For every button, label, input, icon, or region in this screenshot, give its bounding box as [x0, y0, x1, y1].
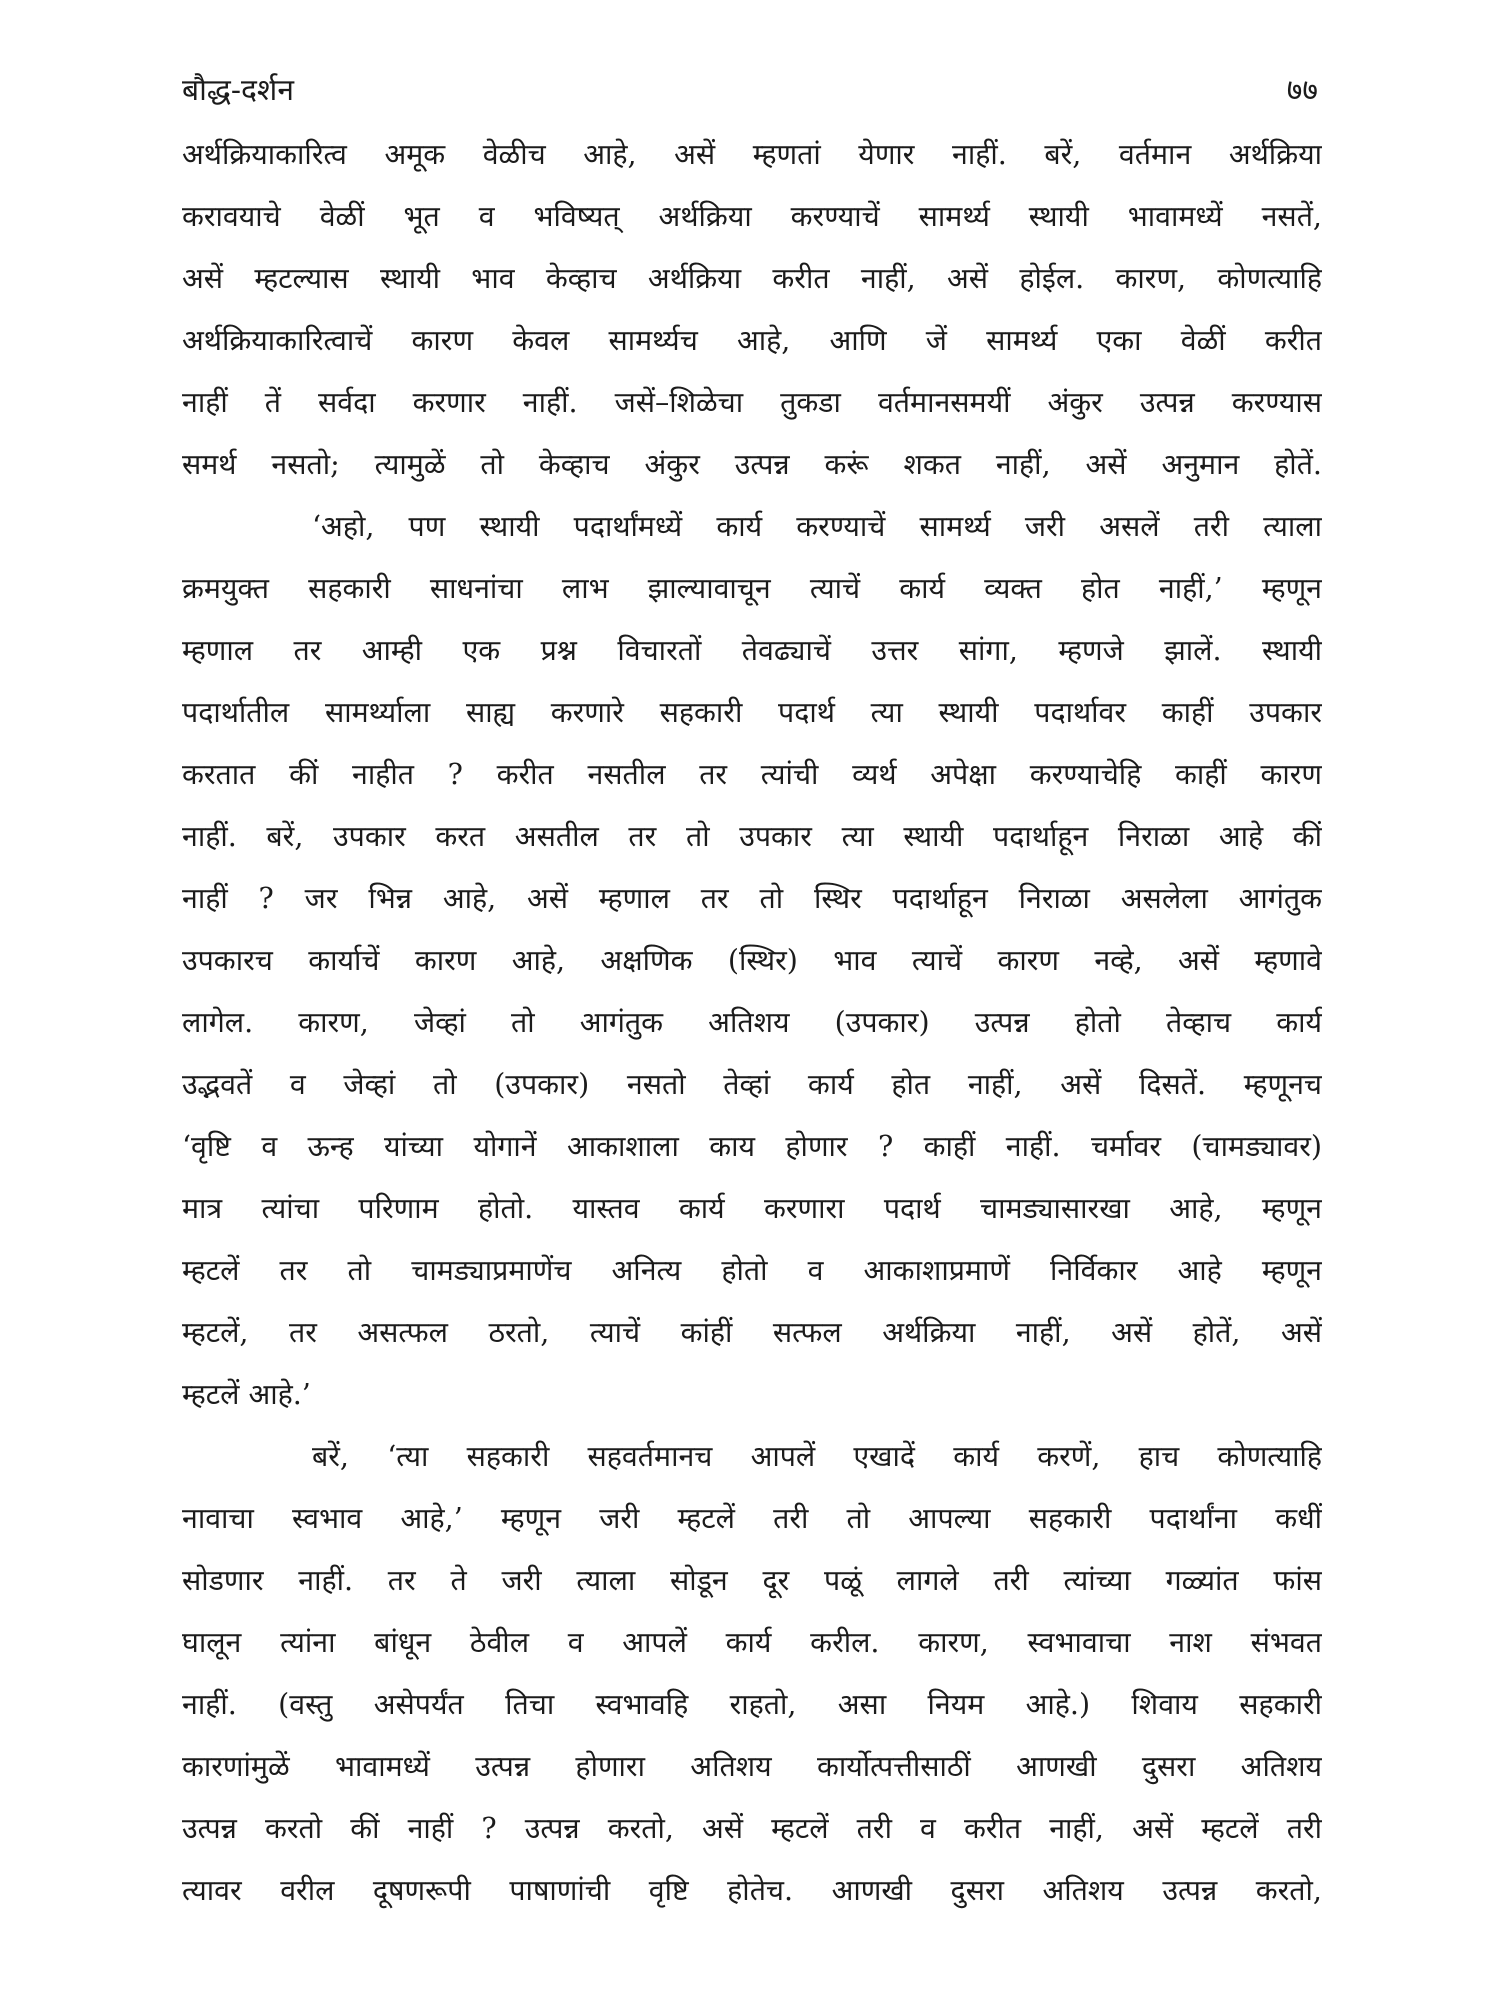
- text-line: उद्भवतें व जेव्हां तो (उपकार) नसतो तेव्हां कार्य होत नाहीं, असें दिसतें. म्हणूनच: [182, 1068, 1322, 1101]
- text-line: अर्थक्रियाकारित्व अमूक वेळीच आहे, असें म्हणतां येणार नाहीं. बरें, वर्तमान अर्थक्रिया: [182, 138, 1322, 171]
- body-text: [182, 124, 1322, 1922]
- text-line: करावयाचे वेळीं भूत व भविष्यत् अर्थक्रिया करण्याचें सामर्थ्य स्थायी भावामध्यें नसतें,: [182, 200, 1322, 233]
- text-line: अर्थक्रियाकारित्वाचें कारण केवल सामर्थ्यच आहे, आणि जें सामर्थ्य एका वेळीं करीत: [182, 324, 1322, 357]
- text-line: त्यावर वरील दूषणरूपी पाषाणांची वृष्टि होतेच. आणखी दुसरा अतिशय उत्पन्न करतो,: [182, 1874, 1322, 1907]
- text-line: ‘वृष्टि व ऊन्ह यांच्या योगानें आकाशाला काय होणार ? काहीं नाहीं. चर्मावर (चामड्यावर): [182, 1130, 1322, 1163]
- text-line: नाहीं. (वस्तु असेपर्यंत तिचा स्वभावहि राहतो, असा नियम आहे.) शिवाय सहकारी: [182, 1688, 1322, 1721]
- paragraph-start-line: बरें, ‘त्या सहकारी सहवर्तमानच आपलें एखादें कार्य करणें, हाच कोणत्याहि: [312, 1440, 1322, 1473]
- text-line: करतात कीं नाहीत ? करीत नसतील तर त्यांची व्यर्थ अपेक्षा करण्याचेहि काहीं कारण: [182, 758, 1322, 791]
- text-line: लागेल. कारण, जेव्हां तो आगंतुक अतिशय (उपकार) उत्पन्न होतो तेव्हाच कार्य: [182, 1006, 1322, 1039]
- page-number: ७७: [1286, 72, 1318, 108]
- text-line: म्हणाल तर आम्ही एक प्रश्न विचारतों तेवढ्याचें उत्तर सांगा, म्हणजे झालें. स्थायी: [182, 634, 1322, 667]
- text-line: कारणांमुळें भावामध्यें उत्पन्न होणारा अतिशय कार्योत्पत्तीसाठीं आणखी दुसरा अतिशय: [182, 1750, 1322, 1783]
- text-line: घालून त्यांना बांधून ठेवील व आपलें कार्य करील. कारण, स्वभावाचा नाश संभवत: [182, 1626, 1322, 1659]
- running-title: बौद्ध-दर्शन: [182, 72, 294, 108]
- text-line: नावाचा स्वभाव आहे,’ म्हणून जरी म्हटलें तरी तो आपल्या सहकारी पदार्थांना कधीं: [182, 1502, 1322, 1535]
- paragraph-start-line: ‘अहो, पण स्थायी पदार्थांमध्यें कार्य करण्याचें सामर्थ्य जरी असलें तरी त्याला: [312, 510, 1322, 543]
- text-line: असें म्हटल्यास स्थायी भाव केव्हाच अर्थक्रिया करीत नाहीं, असें होईल. कारण, कोणत्याहि: [182, 262, 1322, 295]
- running-header: [182, 60, 1318, 116]
- paragraph-end-line: म्हटलें आहे.’: [182, 1378, 311, 1411]
- text-line: उत्पन्न करतो कीं नाहीं ? उत्पन्न करतो, असें म्हटलें तरी व करीत नाहीं, असें म्हटलें तरी: [182, 1812, 1322, 1845]
- text-line: उपकारच कार्याचें कारण आहे, अक्षणिक (स्थिर) भाव त्याचें कारण नव्हे, असें म्हणावे: [182, 944, 1322, 977]
- text-line: नाहीं ? जर भिन्न आहे, असें म्हणाल तर तो स्थिर पदार्थाहून निराळा असलेला आगंतुक: [182, 882, 1322, 915]
- text-line: नाहीं तें सर्वदा करणार नाहीं. जसें–शिळेचा तुकडा वर्तमानसमयीं अंकुर उत्पन्न करण्यास: [182, 386, 1322, 419]
- text-line: नाहीं. बरें, उपकार करत असतील तर तो उपकार त्या स्थायी पदार्थाहून निराळा आहे कीं: [182, 820, 1322, 853]
- text-line: मात्र त्यांचा परिणाम होतो. यास्तव कार्य करणारा पदार्थ चामड्यासारखा आहे, म्हणून: [182, 1192, 1322, 1225]
- text-line: समर्थ नसतो; त्यामुळें तो केव्हाच अंकुर उत्पन्न करूं शकत नाहीं, असें अनुमान होतें.: [182, 448, 1322, 481]
- text-line: सोडणार नाहीं. तर ते जरी त्याला सोडून दूर पळूं लागले तरी त्यांच्या गळ्यांत फांस: [182, 1564, 1322, 1597]
- text-line: म्हटलें तर तो चामड्याप्रमाणेंच अनित्य होतो व आकाशाप्रमाणें निर्विकार आहे म्हणून: [182, 1254, 1322, 1287]
- text-line: म्हटलें, तर असत्फल ठरतो, त्याचें कांहीं सत्फल अर्थक्रिया नाहीं, असें होतें, असें: [182, 1316, 1322, 1349]
- text-line: पदार्थातील सामर्थ्याला साह्य करणारे सहकारी पदार्थ त्या स्थायी पदार्थावर काहीं उपकार: [182, 696, 1322, 729]
- text-line: क्रमयुक्त सहकारी साधनांचा लाभ झाल्यावाचून त्याचें कार्य व्यक्त होत नाहीं,’ म्हणून: [182, 572, 1322, 605]
